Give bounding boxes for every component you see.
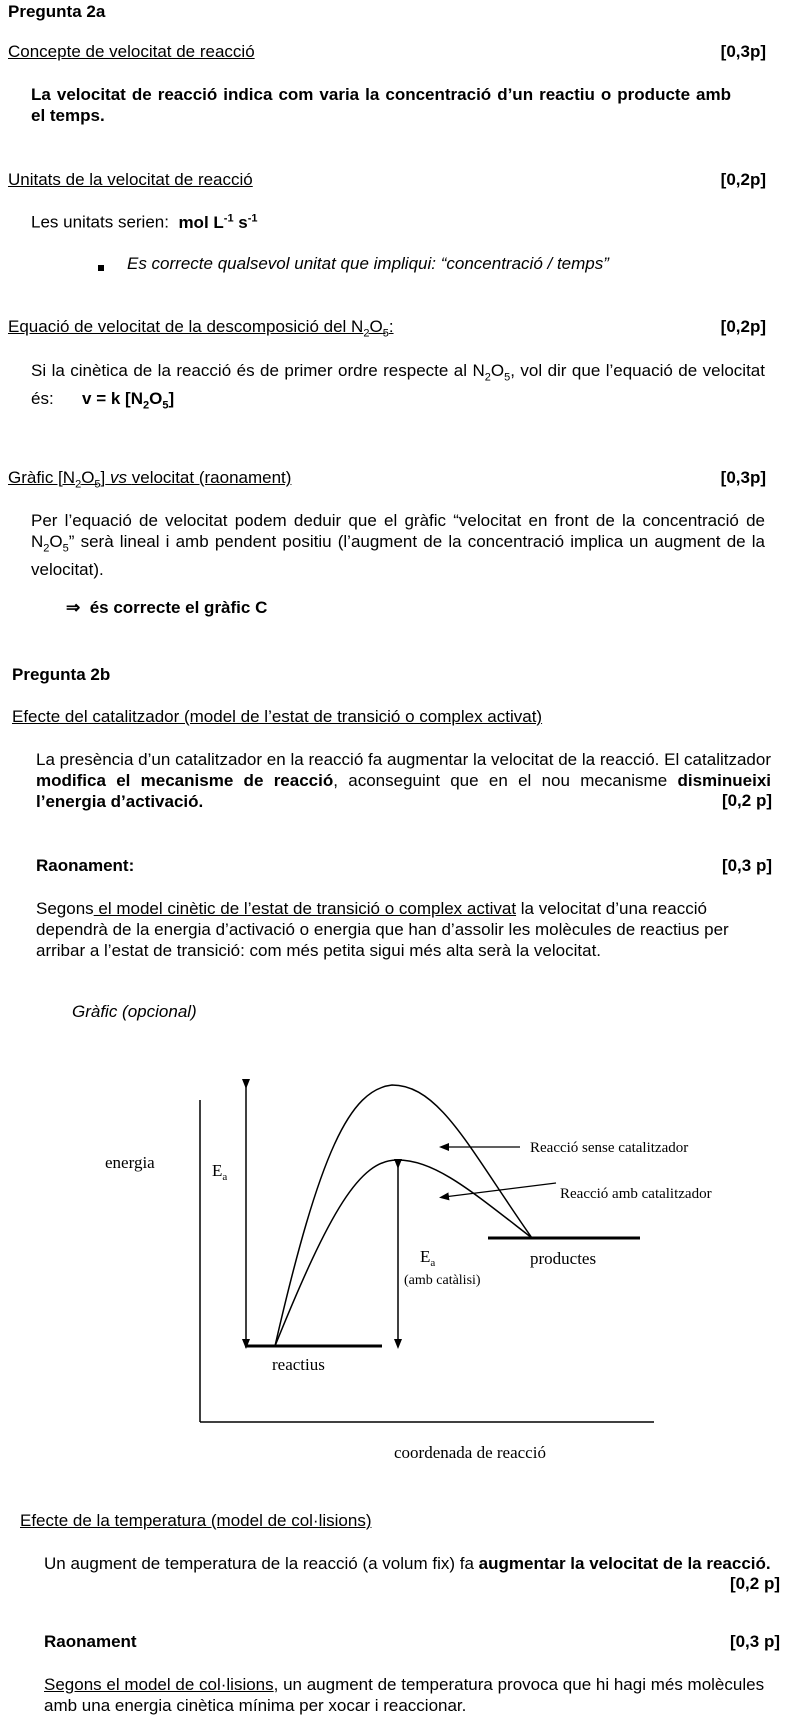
y-axis-label: energia (105, 1153, 155, 1172)
ea-catalyzed-note: (amb catàlisi) (404, 1273, 481, 1288)
rate-equation-formula: v = k $[N_2O_5]$ (82, 389, 175, 412)
points-badge: [0,3p] (720, 42, 766, 61)
products-label: productes (530, 1249, 597, 1268)
page-title-2b: Pregunta 2b (12, 665, 111, 684)
points-badge: [0,3 p] (729, 1632, 780, 1651)
reactants-label: reactius (272, 1355, 325, 1374)
points-badge: [0,2 p] (721, 791, 772, 810)
points-badge: [0,2 p] (729, 1574, 780, 1593)
graph-caption: Gràfic (opcional) (72, 1002, 197, 1021)
page-title-2a: Pregunta 2a (8, 2, 106, 21)
catalyst-text: La presència d’un catalitzador en la reacció fa augmentar la velocitat de la reacció. El catalitzador modifica el mecanisme de reacció, aconseguint que en el nou mecanisme disminueixi l’energia d’activació. (36, 750, 771, 811)
section-heading-rate-concept: Concepte de velocitat de reacció (8, 42, 255, 61)
ea-label: $E_a$ (212, 1161, 228, 1183)
energy-diagram (0, 1040, 796, 1460)
curve-catalyzed-label: Reacció amb catalitzador (560, 1186, 712, 1202)
points-badge: [0,3p] (720, 468, 766, 487)
unit-mol: mol L (178, 212, 224, 232)
points-badge: [0,3 p] (721, 856, 772, 875)
bullet-icon (97, 258, 107, 268)
section-heading-graph: Gràfic $[N_2O_5]$ vs velocitat (raonament) (8, 468, 292, 491)
section-heading-rate-units: Unitats de la velocitat de reacció (8, 170, 253, 189)
units-bullet-text: Es correcte qualsevol unitat que impliqui: “concentració / temps” (127, 254, 609, 273)
ea-catalyzed-label: $E_a$ (420, 1247, 436, 1269)
reasoning-heading: Raonament: (36, 856, 135, 875)
temperature-text: Un augment de temperatura de la reacció (a volum fix) fa augmentar la velocitat de la reacció. (44, 1554, 771, 1573)
points-badge: [0,2p] (720, 317, 766, 336)
unit-exponent: -1 (223, 212, 234, 224)
x-axis-label: coordenada de reacció (394, 1443, 546, 1460)
collision-model-text: Segons el model de col·lisions, un augment de temperatura provoca que hi hagi més molècules amb una energia cinètica mínima per xocar i reaccionar. (44, 1675, 765, 1715)
units-line (31, 212, 258, 233)
section-heading-catalyst: Efecte del catalitzador (model de l’estat de transició o complex activat) (12, 707, 543, 726)
transition-state-text: Segons el model cinètic de l’estat de transició o complex activat la velocitat d’una reacció dependrà de la energia d’activació o energia que han d’assolir les molècules de reactius per arribar a l’estat de transició: com més petita sigui més alta serà la velocitat. (36, 899, 729, 960)
graph-conclusion: ⇒ és correcte el gràfic C (66, 598, 268, 617)
unit-exponent: -1 (247, 212, 258, 224)
curve-catalyzed (275, 1160, 532, 1346)
rate-equation-text: Si la cinètica de la reacció és de primer ordre respecte al $N_2O_5$, vol dir que l’equació de velocitat és: v = k $[N_2O_5]$ (31, 361, 765, 412)
points-badge: [0,2p] (720, 170, 766, 189)
units-text: Les unitats serien: (31, 212, 169, 232)
section-heading-temperature: Efecte de la temperatura (model de col·lisions) (20, 1511, 372, 1530)
implies-arrow-icon: ⇒ (66, 598, 81, 617)
curve-uncatalyzed (275, 1085, 532, 1346)
graph-reasoning-text: Per l’equació de velocitat podem deduir que el gràfic “velocitat en front de la concentració de $N_2O_5$” serà lineal i amb pendent positiu (l’augment de la concentració implica un augment de la velocitat). (31, 511, 765, 580)
unit-s: s (238, 212, 248, 232)
temperature-reasoning-heading: Raonament (44, 1632, 137, 1651)
answer-rate-concept: La velocitat de reacció indica com varia la concentració d’un reactiu o producte amb el temps. (31, 85, 731, 125)
section-heading-rate-equation: Equació de velocitat de la descomposició del $N_2O_5$: (8, 317, 394, 340)
curve-uncatalyzed-label: Reacció sense catalitzador (530, 1140, 689, 1156)
